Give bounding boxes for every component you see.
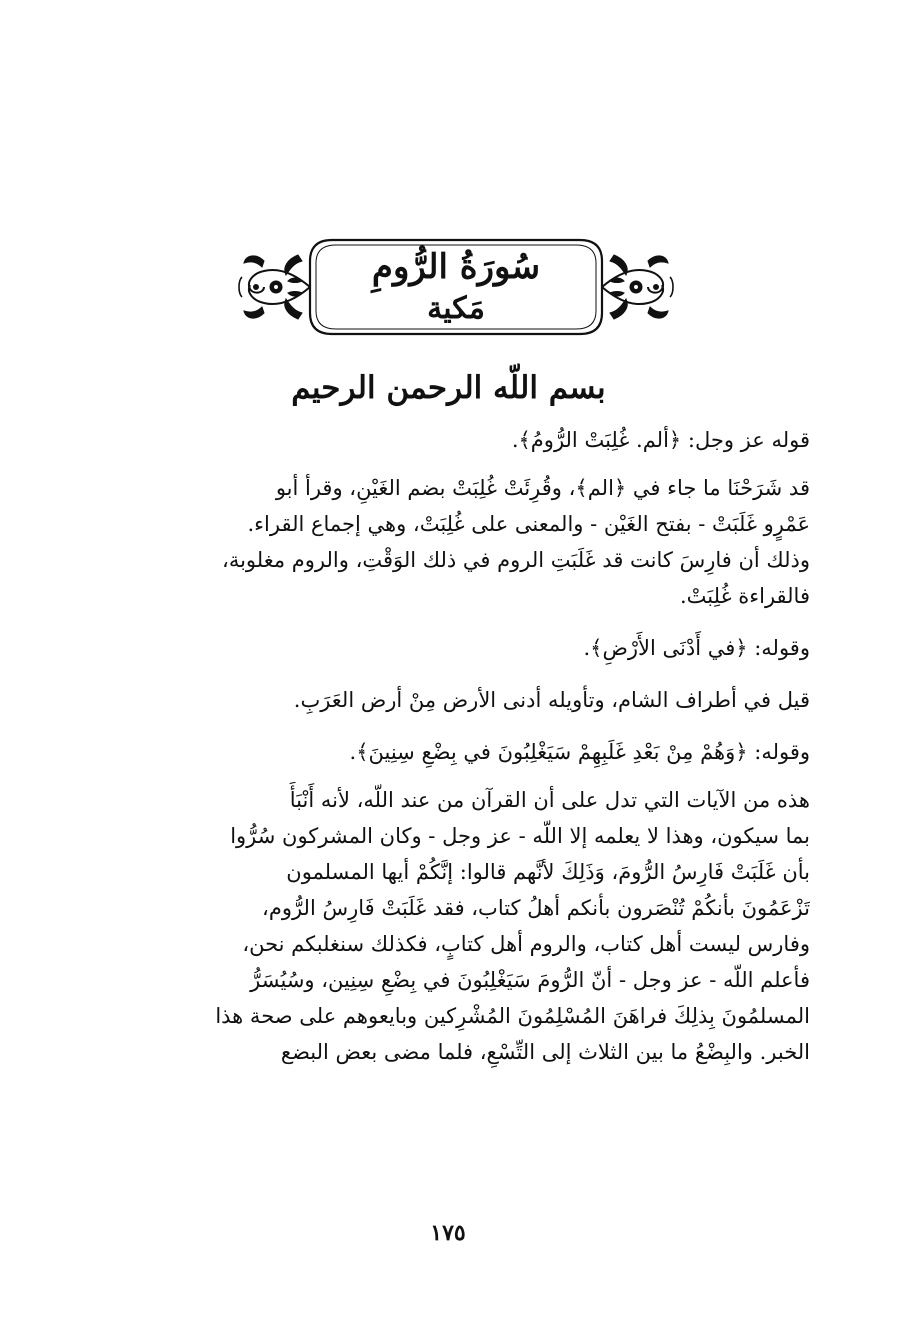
text-line: وذلك أن فارِسَ كانت قد غَلَبَتِ الروم في ذلك الوَقْتِ، والروم مغلوبة،	[222, 548, 810, 572]
text-line: عَمْرٍو غَلَبَتْ - بفتح الغَيْن - والمعنى على غُلِبَتْ، وهي إجماع القراء.	[247, 512, 810, 536]
floral-ornament-left	[239, 255, 310, 319]
text-line: فالقراءة غُلِبَتْ.	[680, 584, 810, 608]
text-line: الخبر. والبِضْعُ ما بين الثلاث إلى التِّسْعِ، فلما مضى بعض البضع	[280, 1040, 810, 1064]
text-line: وفارس ليست أهل كتاب، والروم أهل كتابٍ، فكذلك سنغلبكم نحن،	[242, 932, 810, 956]
surah-header-frame	[236, 237, 676, 337]
surah-subtitle: مَكية	[427, 291, 485, 326]
text-line: قد شَرَحْنَا ما جاء في ﴿الم﴾، وقُرِئَتْ غُلِبَتْ بضم الغَيْنِ، وقرأ أبو	[275, 476, 810, 500]
text-line: بأن غَلَبَتْ فَارِسُ الرُّومَ، وَذَلِكَ لأنَّهم قالوا: إنَّكُمْ أيها المسلمون	[286, 860, 810, 884]
text-line: قوله عز وجل: ﴿ألم. غُلِبَتْ الرُّومُ﴾.	[511, 428, 810, 452]
text-line: المسلمُونَ بِذلِكَ فراهَنَ المُسْلِمُونَ المُشْرِكين وبايعوهم على صحة هذا	[215, 1004, 810, 1028]
text-line: فأعلم اللّه - عز وجل - أنّ الرُّومَ سَيَغْلِبُونَ في بِضْعِ سِنِين، وسُيُسَرُّ	[250, 968, 810, 992]
text-line: تَزْعَمُونَ بأنكُمْ تُنْصَرون بأنكم أهلُ كتاب، فقد غَلَبَتْ فَارِسُ الرُّوم،	[262, 896, 810, 920]
page-number: ١٧٥	[430, 1220, 466, 1246]
text-line: هذه من الآيات التي تدل على أن القرآن من عند اللّه، لأنه أَنْبَأَ	[289, 788, 810, 812]
text-line: وقوله: ﴿في أَدْنَى الأَرْضِ﴾.	[583, 636, 810, 660]
floral-ornament-right	[602, 255, 673, 319]
surah-title: سُورَةُ الرُّومِ	[371, 247, 541, 287]
surah-title-block	[338, 241, 574, 333]
basmala-heading: بسم اللّه الرحمن الرحيم	[291, 370, 606, 406]
text-line: بما سيكون، وهذا لا يعلمه إلا اللّه - عز وجل - وكان المشركون سُرُّوا	[230, 824, 810, 848]
text-line: قيل في أطراف الشام، وتأويله أدنى الأرض مِنْ أرض العَرَبِ.	[293, 688, 810, 712]
text-line: وقوله: ﴿وَهُمْ مِنْ بَعْدِ غَلَبِهِمْ سَيَغْلِبُونَ في بِضْعِ سِنِينَ﴾.	[349, 740, 810, 764]
commentary-body	[118, 422, 810, 1070]
